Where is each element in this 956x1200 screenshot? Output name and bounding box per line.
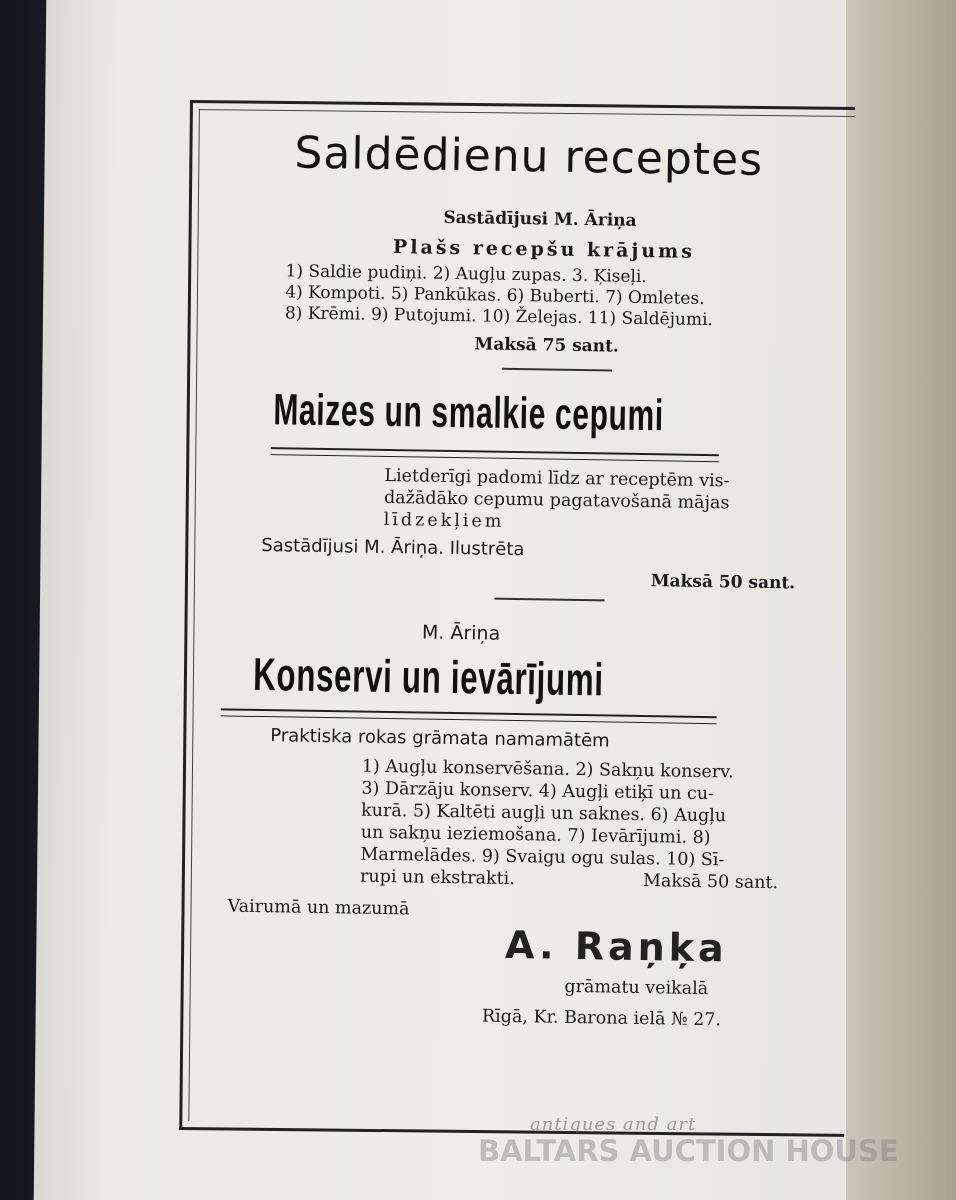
next-page-edge — [846, 0, 956, 1200]
seller-name: A. Raņķa — [504, 922, 729, 971]
divider — [494, 598, 604, 601]
ad2-price: Maksā 50 sant. — [650, 571, 796, 594]
seller-address: Rīgā, Kr. Barona ielā № 27. — [481, 1006, 722, 1031]
ad3-subtitle: Praktiska rokas grāmata namamātēm — [270, 725, 610, 752]
ad3-line3: kurā. 5) Kaltēti augļi un saknes. 6) Augļu — [360, 800, 727, 827]
ad3-line6: rupi un ekstrakti. — [359, 866, 515, 890]
ad3-price: Maksā 50 sant. — [642, 871, 779, 894]
ad2-desc-line2: dažādāko cepumu pagatavošanā mājas — [383, 487, 730, 514]
ad1-title: Saldēdienu receptes — [294, 127, 764, 186]
divider — [502, 368, 612, 371]
ad3-line4: un sakņu ieziemošana. 7) Ievārījumi. 8) — [360, 822, 711, 849]
ad3-line5: Marmelādes. 9) Svaigu ogu sulas. 10) Sī- — [360, 844, 725, 871]
ad1-items-line2: 4) Kompoti. 5) Pankūkas. 6) Buberti. 7) Omletes. — [285, 282, 705, 309]
watermark-logo: BALTARS AUCTION HOUSE — [478, 1134, 899, 1168]
ad3-line1: 1) Augļu konservēšana. 2) Sakņu konserv. — [361, 756, 734, 783]
ad2-desc-line1: Lietderīgi padomi līdz ar receptēm vis- — [384, 465, 730, 492]
ad3-title: Konservi un ievārījumi — [252, 647, 605, 706]
ad1-author: Sastādījusi M. Āriņa — [443, 207, 637, 231]
ad1-items-line1: 1) Saldie pudiņi. 2) Augļu zupas. 3. Ķiseļi. — [285, 261, 647, 288]
watermark-tagline: antiques and art — [530, 1114, 697, 1135]
advertisement-content — [184, 118, 850, 1128]
title-underline — [221, 708, 717, 724]
ad1-subtitle: Plašs recepšu krājums — [392, 236, 696, 263]
ad3-line2: 3) Dārzāju konserv. 4) Augļi etiķī un cu- — [361, 778, 715, 805]
ad1-price: Maksā 75 sant. — [474, 334, 620, 357]
ad1-items-line3: 8) Krēmi. 9) Putojumi. 10) Želejas. 11) Saldējumi. — [284, 303, 714, 331]
seller-note: Vairumā un mazumā — [227, 896, 410, 920]
ad3-author: M. Āriņa — [421, 621, 501, 645]
ad2-author: Sastādījusi M. Āriņa. Ilustrēta — [261, 535, 525, 561]
ad2-desc-line3: līdzekļiem — [383, 509, 505, 532]
ad2-title: Maizes un smalkie cepumi — [273, 385, 665, 441]
seller-shop: grāmatu veikalā — [564, 976, 709, 1000]
title-underline — [271, 447, 719, 462]
